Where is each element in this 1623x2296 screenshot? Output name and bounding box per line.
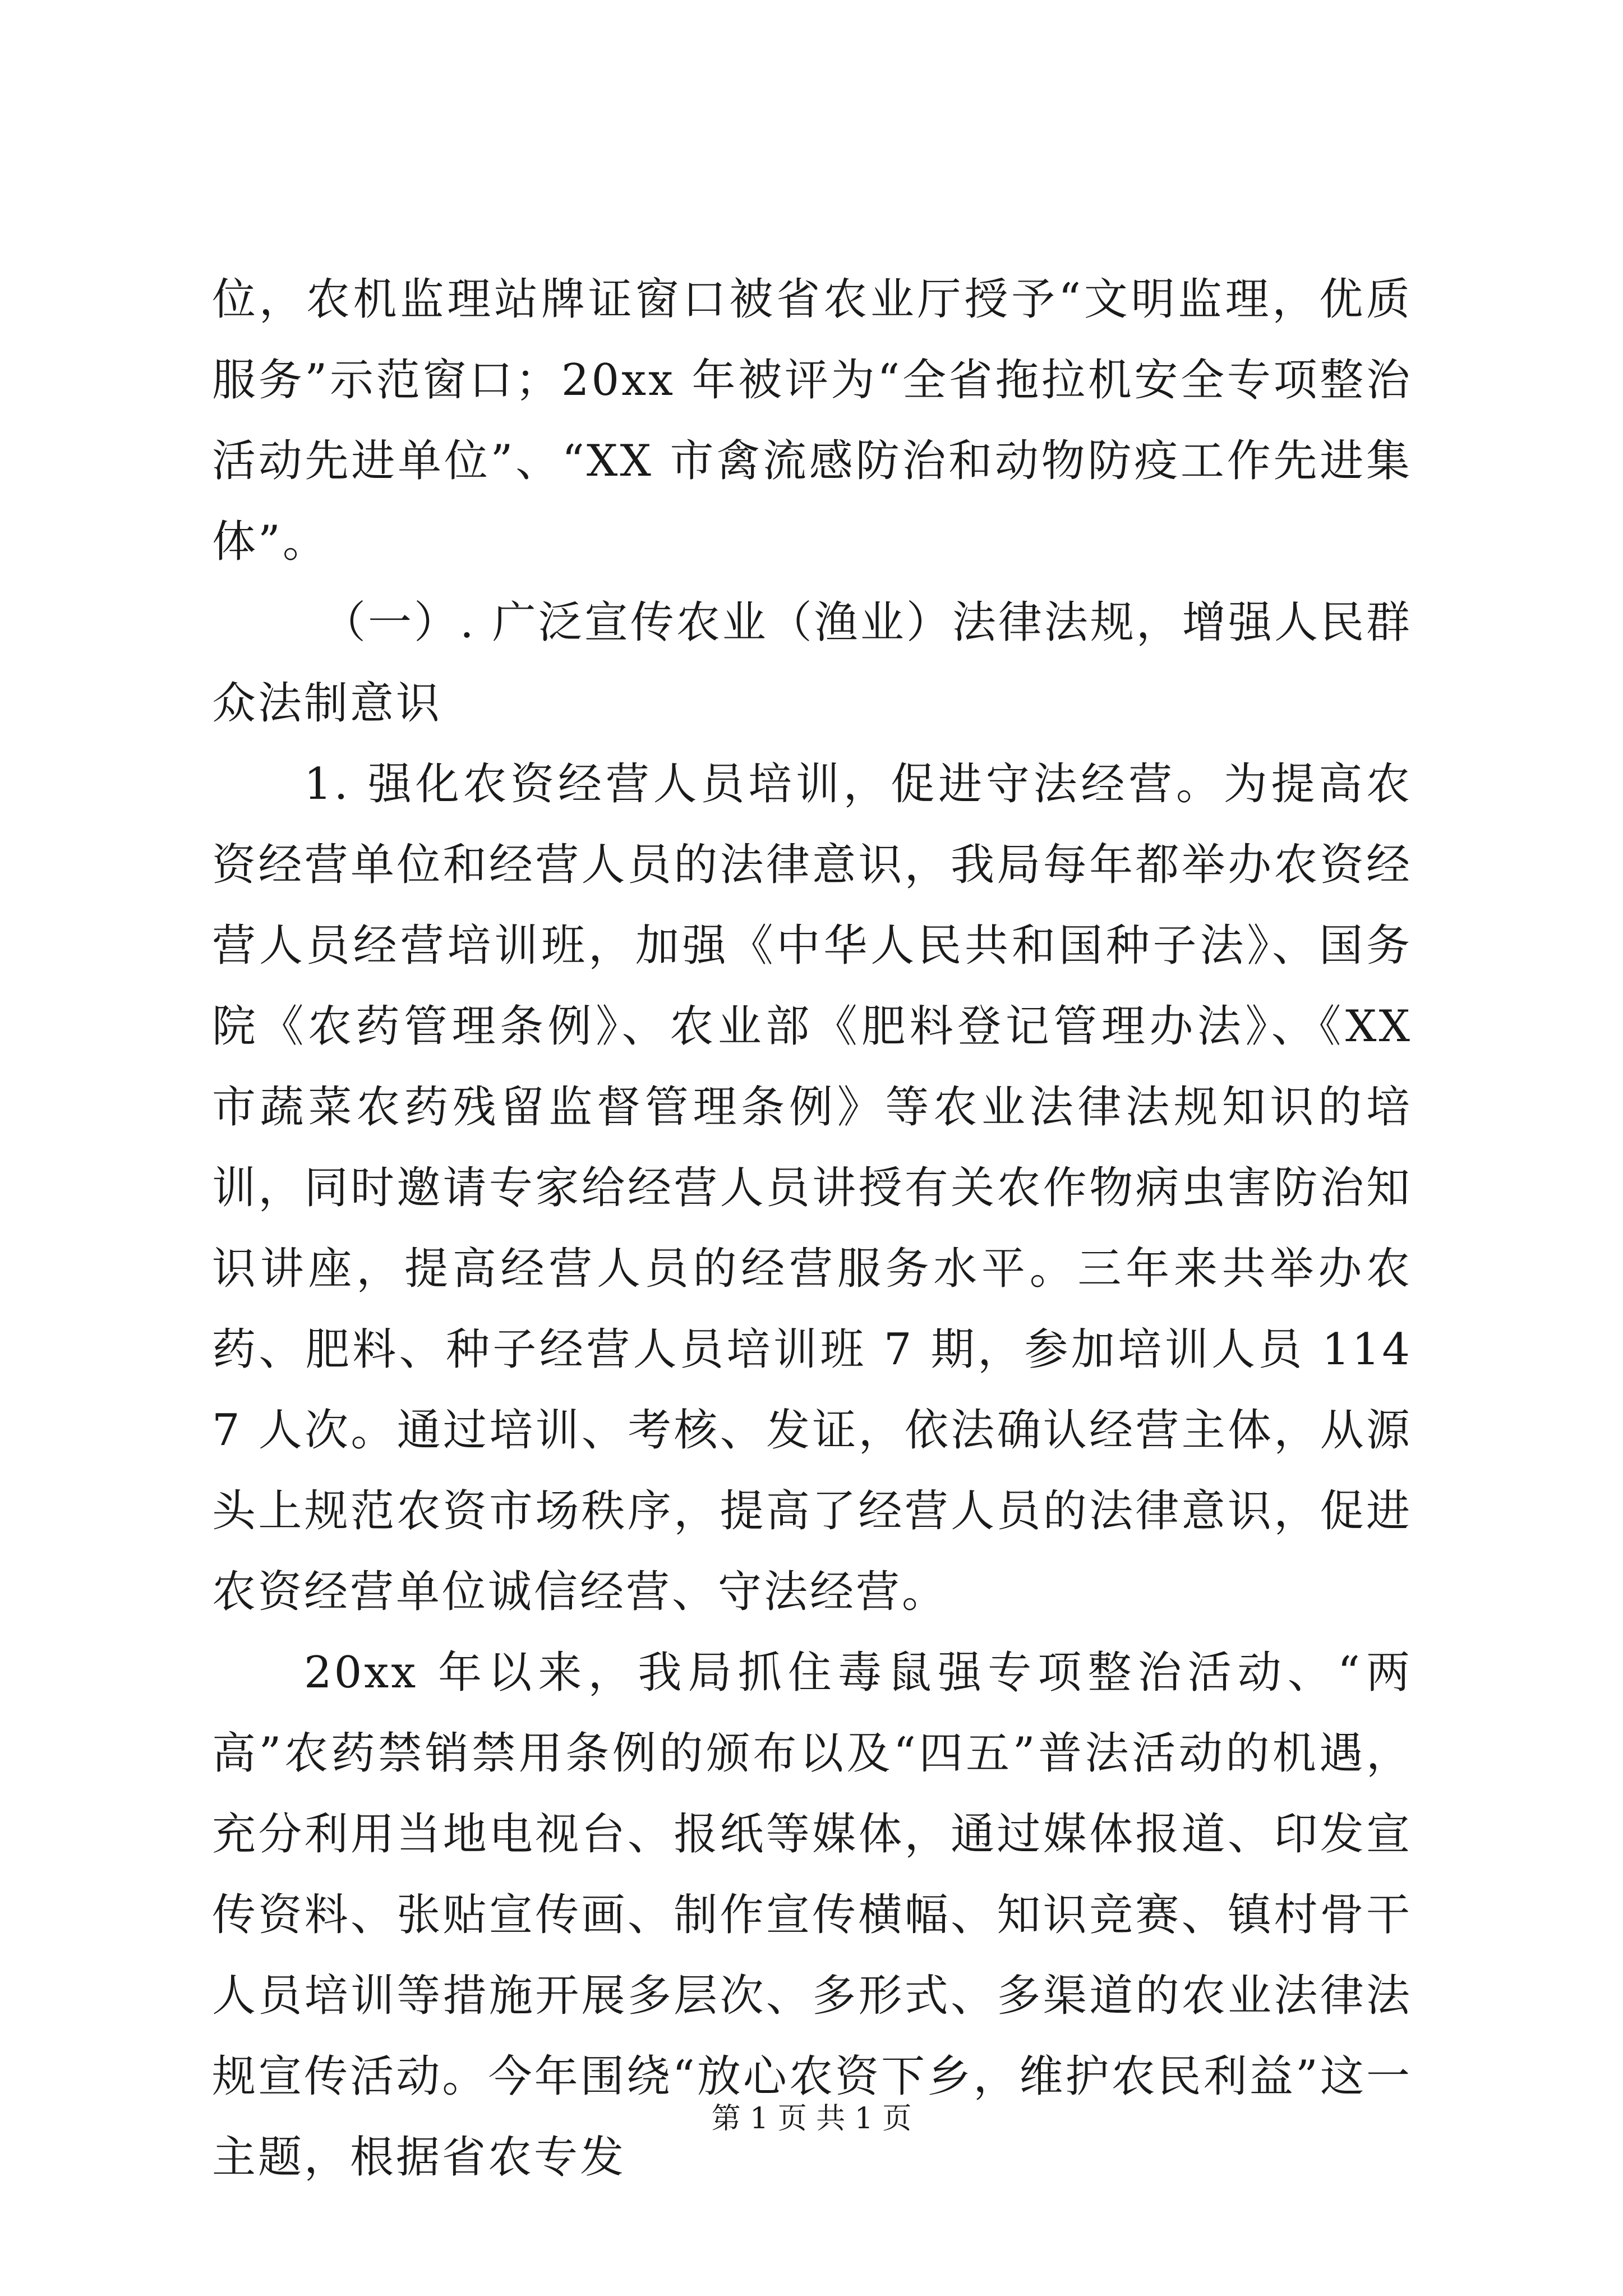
paragraph-continuation: 位，农机监理站牌证窗口被省农业厅授予“文明监理，优质服务”示范窗口；20xx 年被评为“全省拖拉机安全专项整治活动先进单位”、“XX 市禽流感防治和动物防疫工作先进集体”。	[212, 274, 1412, 567]
page-footer: 第 1 页 共 1 页	[711, 2102, 912, 2136]
section-heading: （一）. 广泛宣传农业（渔业）法律法规，增强人民群众法制意识	[212, 597, 1412, 729]
document-body	[212, 259, 1412, 2198]
paragraph-publicity: 20xx 年以来，我局抓住毒鼠强专项整治活动、“两高”农药禁销禁用条例的颁布以及“四五”普法活动的机遇，充分利用当地电视台、报纸等媒体，通过媒体报道、印发宣传资料、张贴宣传画、制作宣传横幅、知识竞赛、镇村骨干人员培训等措施开展多层次、多形式、多渠道的农业法律法规宣传活动。今年围绕“放心农资下乡，维护农民利益”这一主题，根据省农专发	[212, 1648, 1412, 2183]
paragraph-training: 1. 强化农资经营人员培训，促进守法经营。为提高农资经营单位和经营人员的法律意识，我局每年都举办农资经营人员经营培训班，加强《中华人民共和国种子法》、国务院《农药管理条例》、农业部《肥料登记管理办法》、《XX 市蔬菜农药残留监督管理条例》等农业法律法规知识的培训，同时邀请专家给经营人员讲授有关农作物病虫害防治知识讲座，提高经营人员的经营服务水平。三年来共举办农药、肥料、种子经营人员培训班 7 期，参加培训人员 1147 人次。通过培训、考核、发证，依法确认经营主体，从源头上规范农资市场秩序，提高了经营人员的法律意识，促进农资经营单位诚信经营、守法经营。	[212, 759, 1412, 1617]
